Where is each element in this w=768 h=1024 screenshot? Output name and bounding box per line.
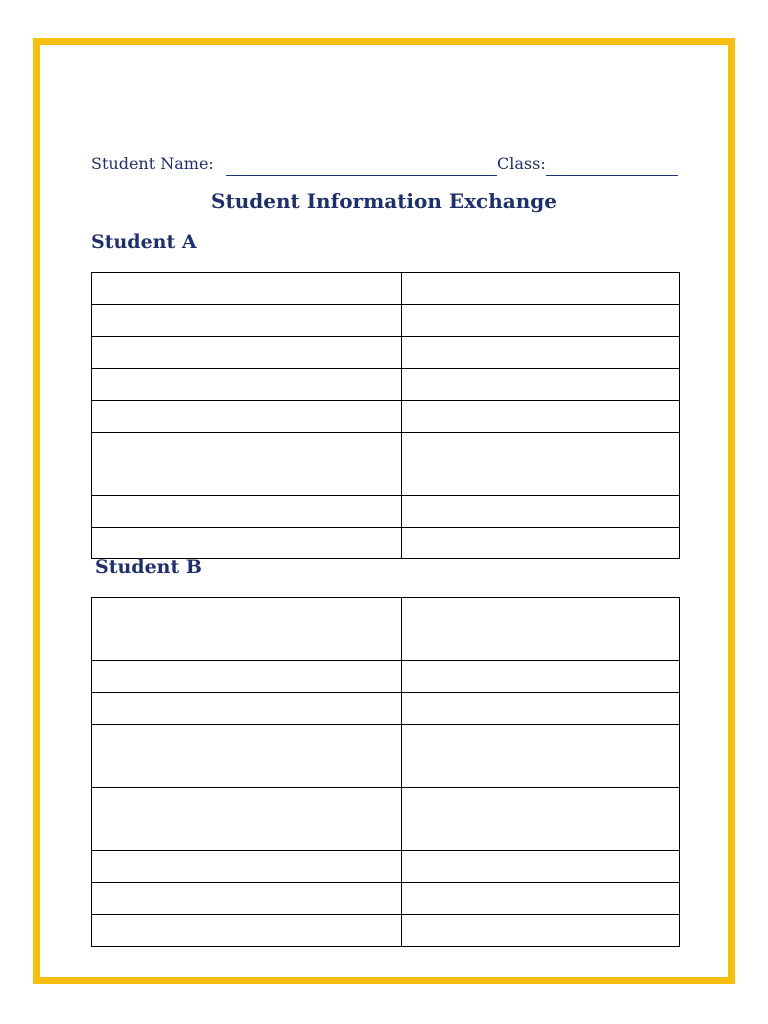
table-cell[interactable] [92, 883, 402, 915]
table-row [92, 693, 680, 725]
table-cell[interactable] [92, 693, 402, 725]
table-cell[interactable] [92, 369, 402, 401]
table-cell[interactable] [92, 528, 402, 559]
table-cell[interactable] [402, 401, 680, 433]
table-cell[interactable] [92, 433, 402, 496]
page-title: Student Information Exchange [211, 189, 557, 213]
table-row [92, 915, 680, 947]
table-cell[interactable] [402, 305, 680, 337]
table-cell[interactable] [402, 725, 680, 788]
section-heading-student-a: Student A [91, 231, 197, 253]
table-cell[interactable] [402, 496, 680, 528]
table-cell[interactable] [92, 851, 402, 883]
table-cell[interactable] [92, 788, 402, 851]
table-row [92, 369, 680, 401]
table-cell[interactable] [402, 851, 680, 883]
table-cell[interactable] [92, 401, 402, 433]
table-row [92, 883, 680, 915]
table-cell[interactable] [92, 661, 402, 693]
table-cell[interactable] [402, 273, 680, 305]
table-row [92, 725, 680, 788]
table-cell[interactable] [92, 273, 402, 305]
table-row [92, 273, 680, 305]
header-row [91, 154, 679, 178]
table-row [92, 598, 680, 661]
table-cell[interactable] [402, 337, 680, 369]
table-cell[interactable] [92, 305, 402, 337]
table-row [92, 305, 680, 337]
table-cell[interactable] [92, 496, 402, 528]
table-row [92, 496, 680, 528]
table-cell[interactable] [402, 598, 680, 661]
table-cell[interactable] [402, 693, 680, 725]
table-cell[interactable] [402, 661, 680, 693]
table-row [92, 788, 680, 851]
table-row [92, 851, 680, 883]
section-heading-student-b: Student B [95, 556, 202, 578]
table-cell[interactable] [402, 915, 680, 947]
table-cell[interactable] [92, 337, 402, 369]
student-b-table [91, 597, 680, 947]
table-cell[interactable] [402, 369, 680, 401]
table-row [92, 661, 680, 693]
class-field[interactable] [546, 175, 678, 176]
student-name-label: Student Name: [91, 154, 214, 173]
table-cell[interactable] [92, 915, 402, 947]
table-row [92, 528, 680, 559]
table-row [92, 401, 680, 433]
student-a-table [91, 272, 680, 559]
table-row [92, 337, 680, 369]
table-cell[interactable] [402, 433, 680, 496]
table-cell[interactable] [402, 883, 680, 915]
class-label: Class: [497, 154, 546, 173]
table-cell[interactable] [92, 725, 402, 788]
table-cell[interactable] [402, 528, 680, 559]
student-name-field[interactable] [226, 175, 497, 176]
table-cell[interactable] [402, 788, 680, 851]
table-cell[interactable] [92, 598, 402, 661]
table-row [92, 433, 680, 496]
